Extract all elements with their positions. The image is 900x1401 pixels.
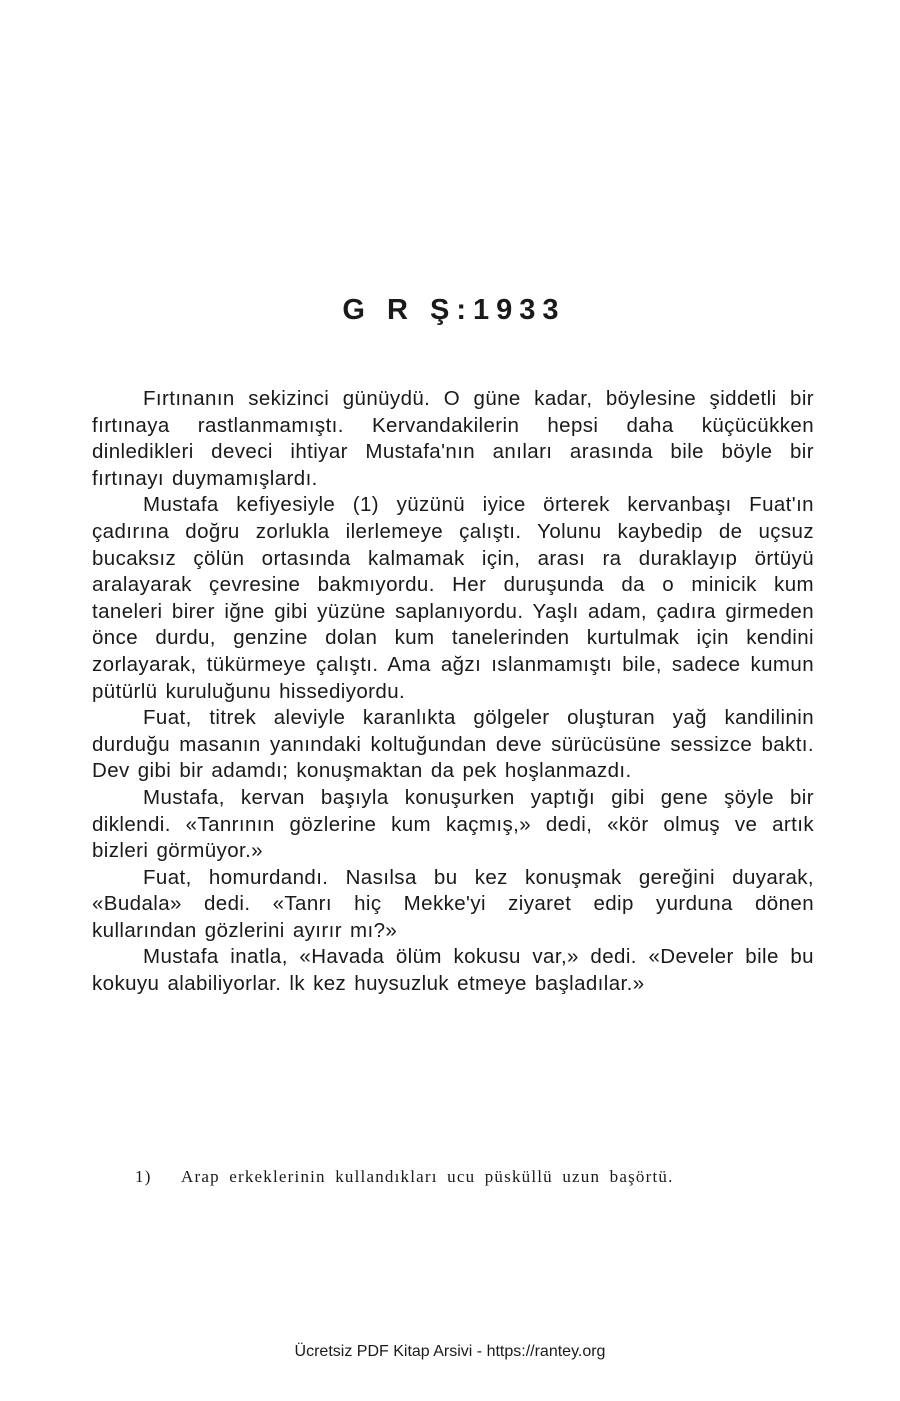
paragraph: Mustafa kefiyesiyle (1) yüzünü iyice örterek kervanbaşı Fuat'ın çadırına doğru zorlukla ilerlemeye çalıştı. Yolunu kaybedip de uçsuz bucaksız çölün ortasında kalmamak için, arası ra duraklayıp örtüyü aralayarak çevresine bakmıyordu. Her duruşunda da o minicik kum taneleri birer iğne gibi yüzüne saplanıyordu. Yaşlı adam, çadıra girmeden önce durdu, genzine dolan kum tanelerinden kurtulmak için kendini zorlayarak, tükürmeye çalıştı. Ama ağzı ıslanmamıştı bile, sadece kumun pütürlü kuruluğunu hissediyordu. (92, 493, 814, 703)
paragraph: Fırtınanın sekizinci günüydü. O güne kadar, böylesine şiddetli bir fırtınaya rastlanmamıştı. Kervandakilerin hepsi daha küçücükken dinledikleri deveci ihtiyar Mustafa'nın anıları arasında bile böyle bir fırtınayı duymamışlardı. (92, 387, 814, 490)
chapter-title: G R Ş:1933 (342, 294, 566, 326)
site-footer-link[interactable]: Ücretsiz PDF Kitap Arsivi - https://rantey.org (294, 1343, 606, 1360)
footnote-text: Arap erkeklerinin kullandıkları ucu püsküllü uzun başörtü. (181, 1167, 674, 1186)
paragraph: Mustafa inatla, «Havada ölüm kokusu var,» dedi. «Develer bile bu kokuyu alabiliyorlar. lk kez huysuzluk etmeye başladılar.» (92, 945, 814, 996)
chapter-body (92, 386, 814, 998)
footnote (135, 1167, 815, 1187)
paragraph: Fuat, titrek aleviyle karanlıkta gölgeler oluşturan yağ kandilinin durduğu masanın yanındaki koltuğundan deve sürücüsüne sessizce baktı. Dev gibi bir adamdı; konuşmaktan da pek hoşlanmazdı. (92, 706, 814, 783)
footnote-number: 1) (135, 1167, 152, 1186)
paragraph: Fuat, homurdandı. Nasılsa bu kez konuşmak gereğini duyarak, «Budala» dedi. «Tanrı hiç Mekke'yi ziyaret edip yurduna dönen kullarından gözlerini ayırır mı?» (92, 865, 814, 942)
paragraph: Mustafa, kervan başıyla konuşurken yaptığı gibi gene şöyle bir diklendi. «Tanrının gözlerine kum kaçmış,» dedi, «kör olmuş ve artık bizleri görmüyor.» (92, 785, 814, 863)
